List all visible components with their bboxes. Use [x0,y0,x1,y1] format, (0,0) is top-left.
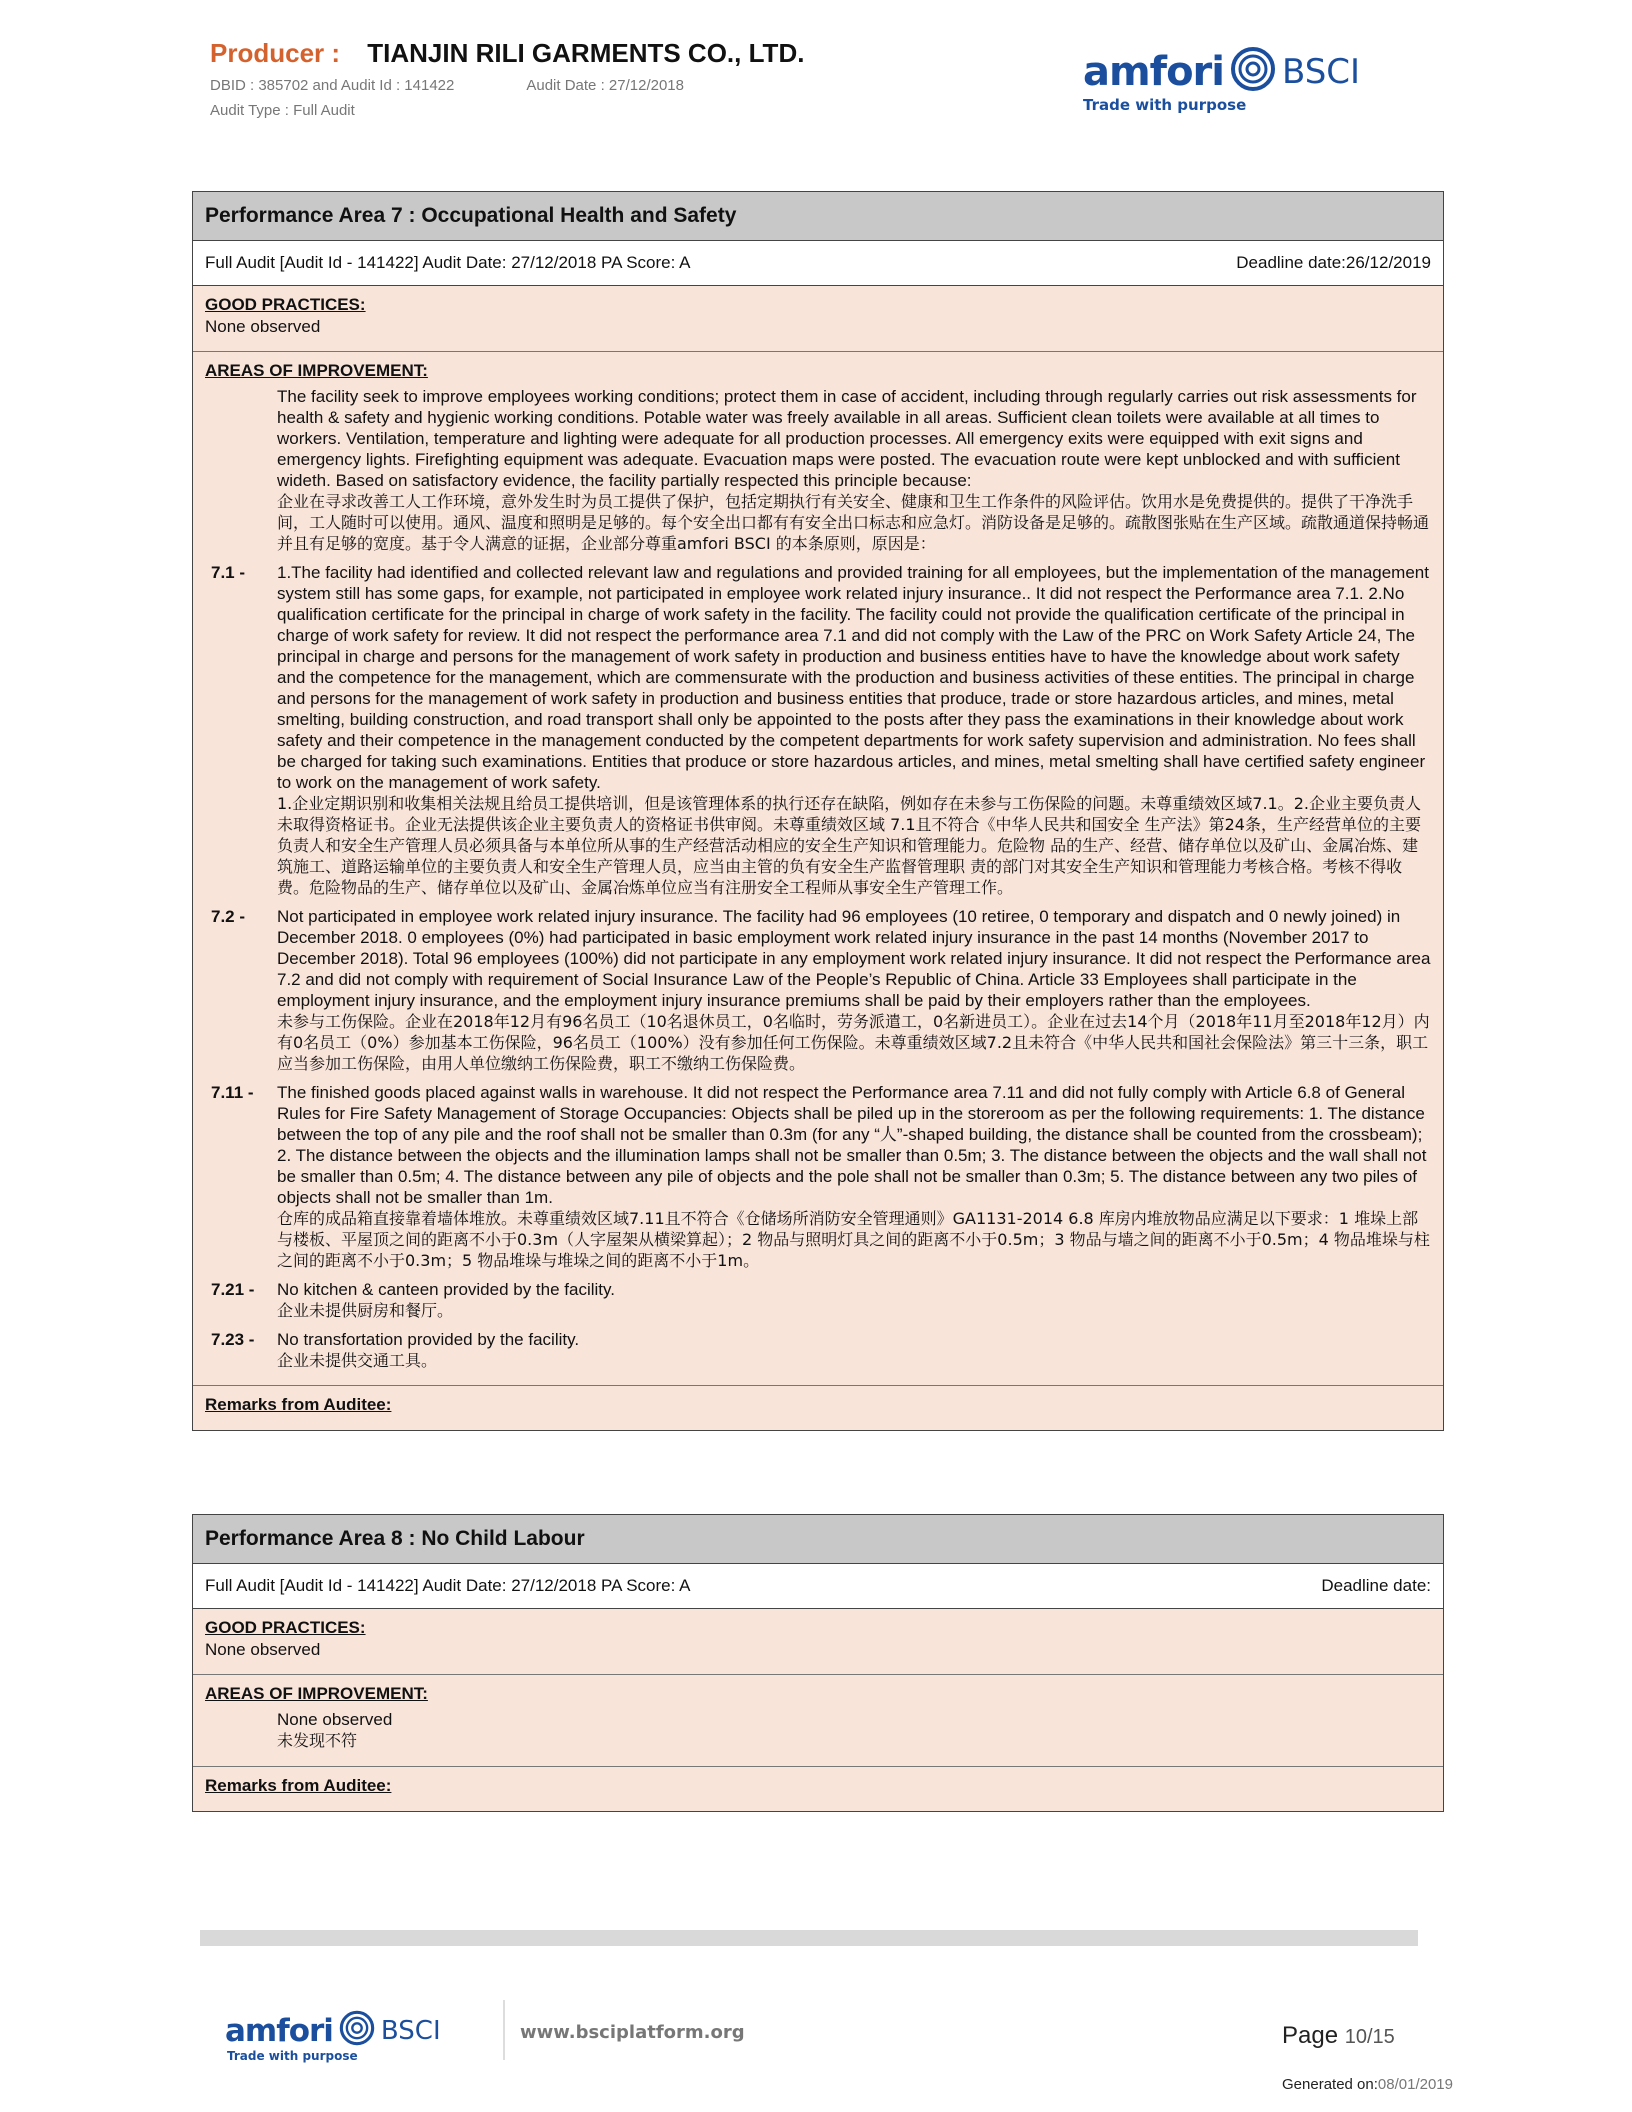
pa7-remarks [193,1386,1443,1430]
dbid-text: DBID : 385702 and Audit Id : 141422 [210,77,455,94]
page-number-value: 10/15 [1344,2026,1395,2048]
performance-area-8 [192,1514,1444,1812]
pa8-audit-info: Full Audit [Audit Id - 141422] Audit Date: 27/12/2018 PA Score: A [205,1576,691,1595]
areas-heading: AREAS OF IMPROVEMENT: [205,361,428,380]
item-text-en: 1.The facility had identified and collected relevant law and regulations and provided training for all employees, but the implementation of the management system still has some gaps, for example, not participated in employee work related injury insurance.. It did not respect the Performance area 7.1. 2.No qualification certificate for the principal in charge of work safety in the facility. The facility could not provide the qualification certificate of the principal in charge of work safety for review. It did not respect the performance area 7.1 and did not comply with the Law of the PRC on Work Safety Article 24, The principal in charge and persons for the management of work safety in production and business entities have to have the knowledge about work safety and the competence for the management, which are commensurate with the production and business activities of these entities. The principal in charge and persons for the management of work safety in production and business entities that produce, trade or store hazardous articles, and mines, metal smelting, building construction, and road transport shall only be appointed to the posts after they pass the examinations in their knowledge about work safety and their competence in the management conducted by the competent departments for work safety supervision and administration. No fees shall be charged for taking such examinations. Entities that produce or store hazardous articles, and mines, metal smelting shall have certified safety engineer to work on the management of work safety. [277,563,1429,792]
good-practices-text: None observed [205,317,321,336]
audit-meta [210,77,910,94]
pa8-deadline: Deadline date: [1321,1576,1431,1595]
footer-amfori-bsci-logo [225,2010,441,2063]
performance-area-7 [192,191,1444,1431]
footer-url[interactable]: www.bsciplatform.org [520,2022,745,2043]
amfori-logo-text: amfori [1083,48,1224,95]
amfori-bsci-logo [1083,46,1361,114]
item-text-cn: 仓库的成品箱直接靠着墙体堆放。未尊重绩效区域7.11且不符合《仓储场所消防安全管理通则》GA1131-2014 6.8 库房内堆放物品应满足以下要求：1 堆垛上部与楼板、平屋顶之间的距离不小于0.3m（人字屋架从横梁算起）；2 物品与照明灯具之间的距离不小于0.5m；3 物品与墙之间的距离不小于0.5m；4 物品堆垛与柱之间的距离不小于0.3m；5 物品堆垛与堆垛之间的距离不小于1m。 [277,1209,1430,1270]
areas-text-en: None observed [277,1710,393,1729]
pa7-audit-line [193,241,1443,286]
report-header [210,38,910,119]
list-item [205,1279,1431,1321]
pa8-areas-of-improvement [193,1675,1443,1767]
logo-tagline: Trade with purpose [227,2049,358,2063]
item-text-en: The finished goods placed against walls in warehouse. It did not respect the Performance area 7.11 and did not fully comply with Article 6.8 of General Rules for Fire Safety Management of Storage Occupancies: Objects shall be piled up in the storeroom as per the following requirements: 1. The distance between the top of any pile and the roof shall not be smaller than 0.3m (for any “人”-shaped building, the distance shall be counted from the crossbeam); 2. The distance between the objects and the illumination lamps shall not be smaller than 0.5m; 3. The distance between the objects and the wall shall not be smaller than 0.5m; 4. The distance between any pile of objects and the pole shall not be smaller than 0.3m; 5. The distance between any two piles of objects shall not be smaller than 1m. [277,1083,1427,1207]
pa7-areas-of-improvement [193,352,1443,1386]
pa8-remarks [193,1767,1443,1811]
bsci-logo-text: BSCI [380,2015,441,2046]
producer-label: Producer : [210,38,341,68]
amfori-ring-icon [1230,46,1276,97]
areas-text-cn: 未发现不符 [277,1731,358,1750]
item-number: 7.21 - [211,1280,255,1299]
page-number [1282,2022,1395,2050]
list-item [205,1329,1431,1371]
pa8-good-practices [193,1609,1443,1675]
good-practices-heading: GOOD PRACTICES: [205,1618,366,1637]
footer-divider [503,2000,505,2060]
item-text-cn: 未参与工伤保险。企业在2018年12月有96名员工（10名退休员工，0名临时，劳务派遣工，0名新进员工）。企业在过去14个月（2018年11月至2018年12月）内有0名员工（0%）参加基本工伤保险，96名员工（100%）没有参加任何工伤保险。未尊重绩效区域7.2且未符合《中华人民共和国社会保险法》第三十三条，职工应当参加工伤保险，由用人单位缴纳工伤保险费，职工不缴纳工伤保险费。 [277,1012,1430,1073]
audit-type-text: Audit Type : Full Audit [210,102,355,119]
amfori-ring-icon [339,2010,375,2051]
pa7-good-practices [193,286,1443,352]
audit-date-text: Audit Date : 27/12/2018 [526,77,684,94]
list-item [205,906,1431,1074]
remarks-heading: Remarks from Auditee: [205,1776,392,1795]
item-number: 7.23 - [211,1330,255,1349]
good-practices-text: None observed [205,1640,321,1659]
list-item [205,1082,1431,1271]
item-text-en: No kitchen & canteen provided by the facility. [277,1280,615,1299]
page-label: Page [1282,2022,1339,2049]
areas-intro-en: The facility seek to improve employees working conditions; protect them in case of accident, including through regularly carries out risk assessments for health & safety and hygienic working conditions. Potable water was freely available in all areas. Sufficient clean toilets were available at all times to workers. Ventilation, temperature and lighting were adequate for all production processes. All emergency exits were equipped with exit signs and emergency lights. Firefighting equipment was adequate. Evacuation maps were posted. The evacuation route were kept unblocked and with sufficient wideth. Based on satisfactory evidence, the facility partially respected this principle because: [277,387,1417,490]
item-number: 7.2 - [211,907,246,926]
item-number: 7.11 - [211,1083,254,1102]
item-text-en: No transfortation provided by the facility. [277,1330,580,1349]
good-practices-heading: GOOD PRACTICES: [205,295,366,314]
item-text-cn: 1.企业定期识别和收集相关法规且给员工提供培训，但是该管理体系的执行还存在缺陷，例如存在未参与工伤保险的问题。未尊重绩效区域7.1。2.企业主要负责人未取得资格证书。企业无法提供该企业主要负责人的资格证书供审阅。未尊重绩效区域 7.1且不符合《中华人民共和国安全 生产法》第24条，生产经营单位的主要负责人和安全生产管理人员必须具备与本单位所从事的生产经营活动相应的安全生产知识和管理能力。危险物 品的生产、经营、储存单位以及矿山、金属冶炼、建筑施工、道路运输单位的主要负责人和安全生产管理人员，应当由主管的负有安全生产监督管理职 责的部门对其安全生产知识和管理能力考核合格。考核不得收费。危险物品的生产、储存单位以及矿山、金属冶炼单位应当有注册安全工程师从事安全生产管理工作。 [277,794,1421,897]
item-text-cn: 企业未提供厨房和餐厅。 [277,1301,454,1320]
generated-label: Generated on: [1282,2076,1378,2093]
pa8-title: Performance Area 8 : No Child Labour [193,1515,1443,1564]
logo-tagline: Trade with purpose [1083,96,1247,114]
bsci-logo-text: BSCI [1282,51,1361,92]
item-text-en: Not participated in employee work related injury insurance. The facility had 96 employees (10 retiree, 0 temporary and dispatch and 0 newly joined) in December 2018. 0 employees (0%) had participated in basic employment work related injury insurance in the past 14 months (November 2017 to December 2018). Total 96 employees (100%) did not participate in any employment work related injury insurance. It did not respect the Performance area 7.2 and did not comply with requirement of Social Insurance Law of the People’s Republic of China. Article 33 Employees shall participate in the employment injury insurance, and the employment injury insurance premiums shall be paid by their employers rather than the employees. [277,907,1431,1010]
footer-separator-bar [200,1930,1418,1946]
pa8-audit-line [193,1564,1443,1609]
generated-date: 08/01/2019 [1377,2076,1453,2093]
producer-name: TIANJIN RILI GARMENTS CO., LTD. [367,38,805,68]
pa7-audit-info: Full Audit [Audit Id - 141422] Audit Date: 27/12/2018 PA Score: A [205,253,691,272]
item-number: 7.1 - [211,563,246,582]
producer-line [210,38,910,69]
areas-intro-cn: 企业在寻求改善工人工作环境，意外发生时为员工提供了保护，包括定期执行有关安全、健康和卫生工作条件的风险评估。饮用水是免费提供的。提供了干净洗手间，工人随时可以使用。通风、温度和照明是足够的。每个安全出口都有有安全出口标志和应急灯。消防设备是足够的。疏散图张贴在生产区域。疏散通道保持畅通并且有足够的宽度。基于令人满意的证据，企业部分尊重amfori BSCI 的本条原则，原因是： [277,492,1430,553]
pa7-title: Performance Area 7 : Occupational Health and Safety [193,192,1443,241]
amfori-logo-text: amfori [225,2012,333,2049]
item-text-cn: 企业未提供交通工具。 [277,1351,438,1370]
generated-on [1282,2076,1453,2093]
areas-heading: AREAS OF IMPROVEMENT: [205,1684,428,1703]
remarks-heading: Remarks from Auditee: [205,1395,392,1414]
pa7-deadline: Deadline date:26/12/2019 [1236,253,1431,272]
list-item [205,562,1431,898]
